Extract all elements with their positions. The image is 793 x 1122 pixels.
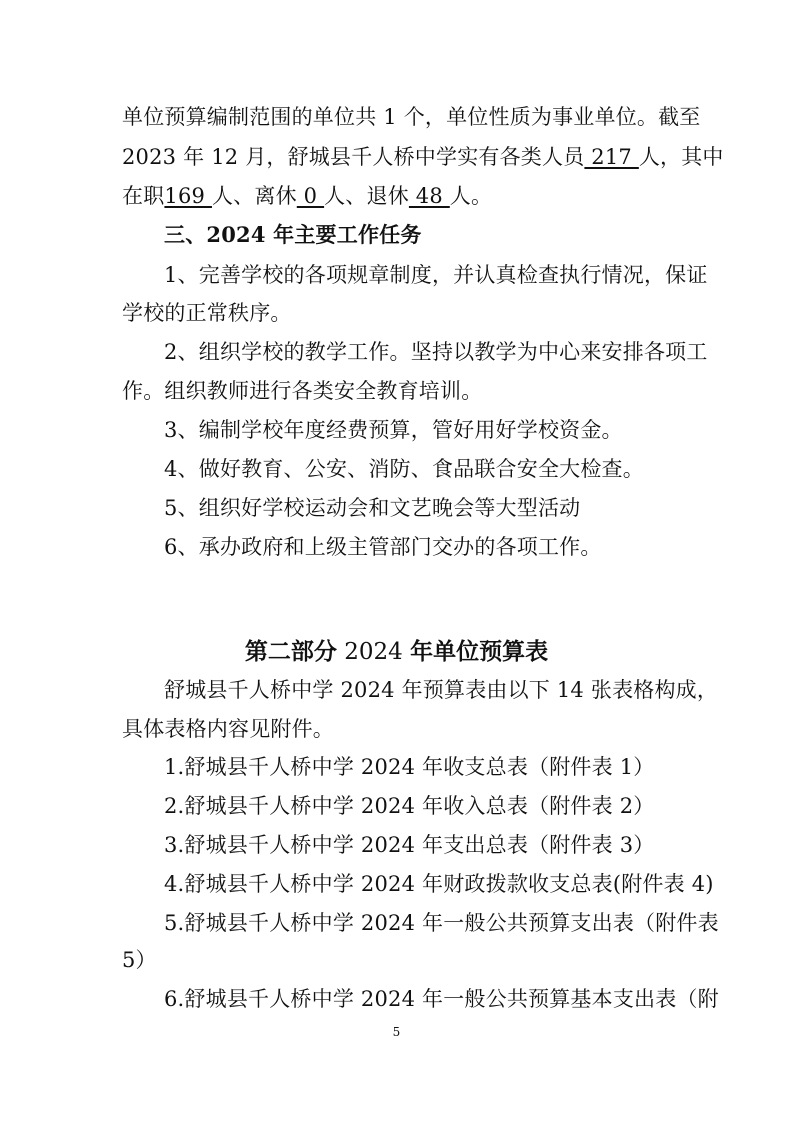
staff-total-line — [122, 142, 724, 172]
text-segment: 人、退休 — [324, 184, 409, 208]
task-item: 1、完善学校的各项规章制度，并认真检查执行情况，保证 — [164, 263, 708, 287]
active-staff-value: 169 — [164, 184, 212, 208]
task-item: 6、承办政府和上级主管部门交办的各项工作。 — [164, 535, 602, 559]
text-segment: 2023 年 12 月，舒城县千人桥中学实有各类人员 — [122, 145, 585, 169]
table-list-item-cont: 5） — [122, 948, 157, 972]
task-item: 3、编制学校年度经费预算，管好用好学校资金。 — [164, 418, 623, 442]
retired-staff-value: 48 — [408, 184, 450, 208]
task-item-cont: 学校的正常秩序。 — [122, 301, 292, 325]
staff-breakdown-line — [122, 181, 712, 211]
text-segment: 在职 — [122, 184, 165, 208]
table-list-item: 6.舒城县千人桥中学 2024 年一般公共预算基本支出表（附 — [164, 987, 719, 1011]
intro-line: 具体表格内容见附件。 — [122, 717, 334, 741]
heading-part: 年单位预算表 — [410, 638, 549, 665]
retired-cadre-value: 0 — [296, 184, 325, 208]
task-item: 5、组织好学校运动会和文艺晚会等大型活动 — [164, 496, 581, 520]
text-segment: 人。 — [449, 184, 493, 208]
text-segment: 人、离休 — [211, 184, 297, 208]
heading-year: 2024 — [336, 639, 411, 665]
text-line: 单位预算编制范围的单位共 1 个，单位性质为事业单位。截至 — [122, 105, 701, 129]
table-list-item: 2.舒城县千人桥中学 2024 年收入总表（附件表 2） — [164, 794, 655, 818]
page-number: 5 — [392, 1025, 401, 1039]
table-list-item: 3.舒城县千人桥中学 2024 年支出总表（附件表 3） — [164, 833, 655, 857]
task-item: 2、组织学校的教学工作。坚持以教学为中心来安排各项工 — [164, 340, 708, 364]
part-heading — [0, 636, 793, 668]
intro-line: 舒城县千人桥中学 2024 年预算表由以下 14 张表格构成， — [164, 678, 719, 702]
staff-total-value: 217 — [584, 145, 639, 169]
heading-part: 第二部分 — [244, 638, 337, 665]
task-item: 4、做好教育、公安、消防、食品联合安全大检查。 — [164, 457, 644, 481]
table-list-item: 5.舒城县千人桥中学 2024 年一般公共预算支出表（附件表 — [164, 911, 719, 935]
section-title: 三、2024 年主要工作任务 — [164, 222, 422, 247]
table-list-item: 1.舒城县千人桥中学 2024 年收支总表（附件表 1） — [164, 755, 655, 779]
text-segment: 人，其中 — [638, 145, 724, 169]
task-item-cont: 作。组织教师进行各类安全教育培训。 — [122, 379, 483, 403]
table-list-item: 4.舒城县千人桥中学 2024 年财政拨款收支总表(附件表 4) — [164, 872, 714, 896]
